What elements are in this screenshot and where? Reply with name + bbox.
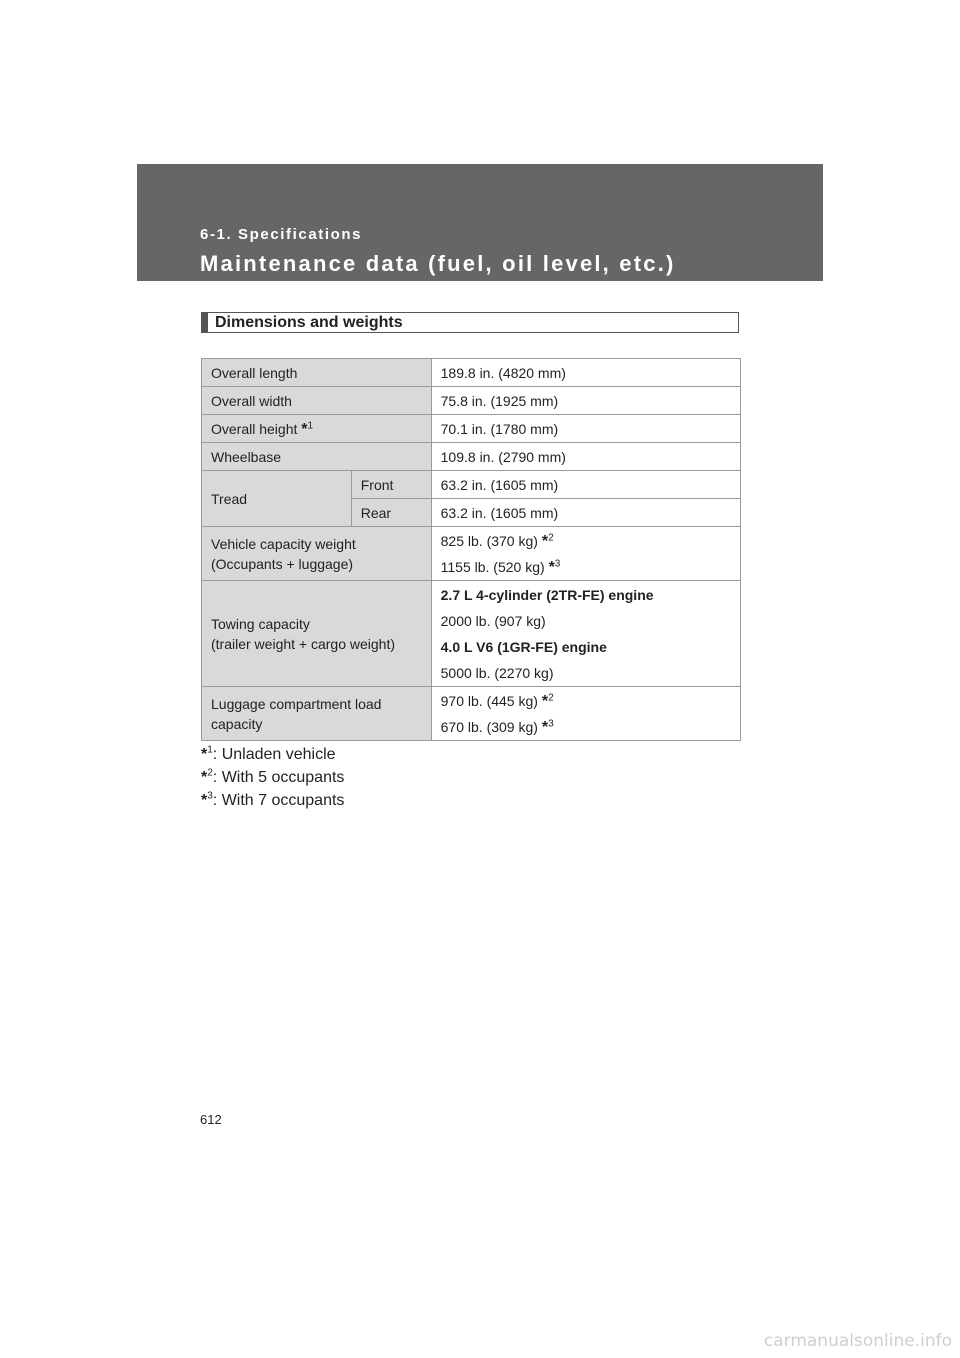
table-row xyxy=(202,443,741,471)
footnote-text: : With 5 occupants xyxy=(212,769,345,786)
row-value: 970 lb. (445 kg) xyxy=(440,692,538,709)
table-row xyxy=(202,359,741,387)
footnotes xyxy=(201,743,344,812)
footnote-item xyxy=(201,789,344,812)
footnote-item xyxy=(201,766,344,789)
row-label: (Occupants + luggage) xyxy=(211,555,354,572)
row-value-line xyxy=(441,714,731,740)
watermark: carmanualsonline.info xyxy=(763,1331,952,1351)
row-value: 75.8 in. (1925 mm) xyxy=(431,387,740,415)
table-row xyxy=(202,387,741,415)
row-value: 1155 lb. (520 kg) xyxy=(440,558,545,575)
dimensions-table xyxy=(201,358,741,741)
section-label: 6-1. Specifications xyxy=(200,226,363,243)
table-row xyxy=(202,581,741,687)
footnote-number: 1 xyxy=(207,744,213,756)
footnote-asterisk: * xyxy=(201,792,208,809)
row-value: 63.2 in. (1605 mm) xyxy=(431,471,740,499)
footnote-number: 2 xyxy=(207,767,213,779)
table-row xyxy=(202,687,741,741)
footnote-text: : Unladen vehicle xyxy=(212,746,336,763)
row-value-cell xyxy=(431,687,740,741)
footnote-asterisk: * xyxy=(541,718,549,736)
row-label: Tread xyxy=(202,471,352,527)
row-value: 63.2 in. (1605 mm) xyxy=(431,499,740,527)
row-label: Vehicle capacity weight xyxy=(211,535,356,552)
row-label: Wheelbase xyxy=(202,443,432,471)
footnote-number: 3 xyxy=(548,717,554,729)
footnote-number: 2 xyxy=(548,691,554,703)
table-row xyxy=(202,415,741,443)
row-label: Overall width xyxy=(202,387,432,415)
row-label: Overall height xyxy=(211,420,298,437)
footnote-asterisk: * xyxy=(541,692,549,710)
row-label-cell xyxy=(202,527,432,581)
row-value: 670 lb. (309 kg) xyxy=(440,718,538,735)
row-value-line xyxy=(441,528,731,554)
footnote-asterisk: * xyxy=(201,746,208,763)
row-label-cell xyxy=(202,687,432,741)
row-sublabel: Rear xyxy=(351,499,431,527)
row-label-cell xyxy=(202,415,432,443)
row-value: 825 lb. (370 kg) xyxy=(440,532,538,549)
subheading-text: Dimensions and weights xyxy=(215,314,403,331)
row-value-cell xyxy=(431,581,740,687)
row-label: (trailer weight + cargo weight) xyxy=(211,635,396,652)
row-label: capacity xyxy=(211,715,263,732)
footnote-number: 2 xyxy=(548,531,554,543)
row-value: 109.8 in. (2790 mm) xyxy=(431,443,740,471)
footnote-item xyxy=(201,743,344,766)
footnote-asterisk: * xyxy=(201,769,208,786)
footnote-number: 3 xyxy=(207,790,213,802)
footnote-number: 1 xyxy=(307,419,314,431)
table-row xyxy=(202,471,741,499)
row-label: Overall length xyxy=(202,359,432,387)
page-number: 612 xyxy=(200,1112,222,1127)
row-value-line xyxy=(441,688,731,714)
engine-label: 4.0 L V6 (1GR-FE) engine xyxy=(440,638,607,655)
row-sublabel: Front xyxy=(351,471,431,499)
footnote-text: : With 7 occupants xyxy=(212,792,345,809)
row-label: Towing capacity xyxy=(211,615,310,632)
row-value-cell xyxy=(431,527,740,581)
page-title: Maintenance data (fuel, oil level, etc.) xyxy=(200,251,676,276)
footnote-number: 3 xyxy=(554,557,561,569)
row-value: 70.1 in. (1780 mm) xyxy=(431,415,740,443)
row-value: 2000 lb. (907 kg) xyxy=(440,612,546,629)
row-value: 5000 lb. (2270 kg) xyxy=(440,664,554,681)
row-label: Luggage compartment load xyxy=(211,695,382,712)
row-value-line xyxy=(441,554,731,580)
table-row xyxy=(202,527,741,581)
row-value: 189.8 in. (4820 mm) xyxy=(431,359,740,387)
footnote-asterisk: * xyxy=(301,420,308,438)
footnote-asterisk: * xyxy=(541,532,549,550)
row-label-cell xyxy=(202,581,432,687)
subheading-accent-bar xyxy=(202,313,208,332)
footnote-asterisk: * xyxy=(548,558,555,576)
subheading-box xyxy=(201,312,739,333)
engine-label: 2.7 L 4-cylinder (2TR-FE) engine xyxy=(440,586,654,603)
